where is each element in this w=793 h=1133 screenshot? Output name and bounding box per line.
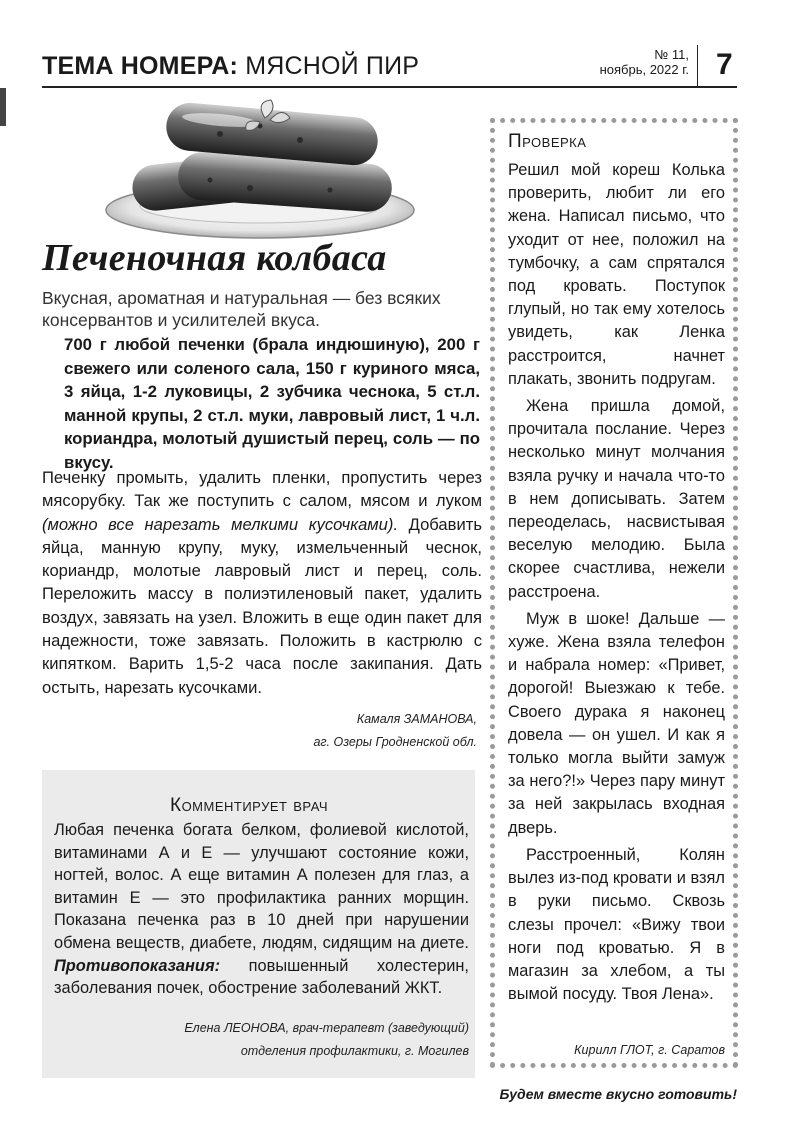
doctor-text-main: Любая печенка богата белком, фолиевой кислотой, витаминами А и Е — улучшают состояние кожи, ногтей, волос. А еще витамин А полезен для глаз, а витамин Е — это профилактика ранних морщин. Показана печенка раз в 10 дней при нарушении обмена веществ, диабете, людям, сидящим на диете.	[54, 821, 469, 952]
section-title	[42, 52, 419, 81]
method-text-italic: (можно все нарезать мелкими кусочками).	[42, 514, 399, 534]
contraindications-text: повышенный холестерин, заболевания почек, обострение заболеваний ЖКТ.	[54, 956, 469, 998]
method-text-1: Печенку промыть, удалить пленки, пропустить через мясорубку. Так же поступить с салом, мясом и луком	[42, 468, 482, 511]
method-text-2: Добавить яйца, манную крупу, муку, измельченный чеснок, кориандр, молотые лавровый лист и перец, соль. Переложить массу в полиэтиленовый пакет, удалить воздух, завязать на узел. Вложить в еще один пакет для надежности, тоже завязать. Положить в кастрюлю с кипятком. Варить 1,5-2 часа после закипания. Дать остыть, нарезать кусочками.	[42, 514, 482, 697]
story-author: Кирилл ГЛОТ, г. Саратов	[574, 1043, 725, 1057]
story-paragraph: Жена пришла домой, прочитала послание. Через несколько минут молчания взяла ручку и начала что-то в нем дописывать. Затем переоделась, насвистывая веселую мелодию. Была скорее счастлива, нежели расстроена.	[508, 397, 725, 601]
story-paragraph: Решил мой кореш Колька проверить, любит ли его жена. Написал письмо, что уходит от нее, положил на тумбочку, а сам спрятался под кровать. Поступок глупый, но так ему хотелось увидеть, как Ленка расстроится, начнет плакать, звонить подругам.	[508, 161, 725, 388]
issue-date: ноябрь, 2022 г.	[599, 62, 689, 77]
footer-slogan: Будем вместе вкусно готовить!	[499, 1086, 737, 1102]
doctor-department: отделения профилактики, г. Могилев	[240, 1044, 469, 1058]
story-paragraph: Муж в шоке! Дальше — хуже. Жена взяла телефон и набрала номер: «Привет, дорогой! Выезжаю к тебе. Своего дурака я наконец довела — он ушел. И как я только могла выйти замуж за него?!» Через пару минут за ней закрылась входная дверь.	[508, 609, 725, 837]
recipe-author: Камаля ЗАМАНОВА,	[356, 712, 477, 726]
doctor-comment-text	[54, 819, 469, 1000]
header-divider	[697, 45, 698, 87]
recipe-title: Печеночная колбаса	[42, 237, 387, 279]
recipe-ingredients: 700 г любой печенки (брала индюшиную), 200 г свежего или соленого сала, 150 г куриного мяса, 3 яйца, 1-2 луковицы, 2 зубчика чеснока, 5 ст.л. манной крупы, 2 ст.л. муки, лавровый лист, 1 ч.л. кориандра, молотый душистый перец, соль — по вкусу.	[64, 335, 480, 472]
issue-number: № 11,	[654, 47, 689, 62]
sausage-dish-image	[100, 96, 420, 240]
doctor-author: Елена ЛЕОНОВА, врач-терапевт (заведующий)	[184, 1021, 469, 1035]
section-title-bold: ТЕМА НОМЕРА:	[42, 52, 239, 80]
recipe-intro: Вкусная, ароматная и натуральная — без всяких консервантов и усилителей вкуса.	[42, 288, 441, 330]
header-rule	[42, 86, 697, 88]
doctor-comment-heading: Комментирует врач	[170, 795, 329, 816]
recipe-method	[42, 466, 482, 699]
section-title-rest: МЯСНОЙ ПИР	[245, 52, 420, 80]
recipe-author-location: аг. Озеры Гродненской обл.	[313, 735, 477, 749]
page-edge-mark	[0, 88, 6, 126]
story-heading: Проверка	[508, 131, 587, 152]
header-rule-right	[697, 86, 737, 88]
page-number: 7	[716, 48, 733, 81]
issue-info	[600, 47, 689, 77]
contraindications-label: Противопоказания:	[54, 956, 221, 975]
story-text	[508, 159, 725, 1006]
story-paragraph: Расстроенный, Колян вылез из-под кровати и взял в руки письмо. Сквозь слезы прочел: «Вижу твои ноги под кроватью. Я в магазин за хлебом, а ты вымой посуду. Твоя Лена».	[508, 845, 725, 1004]
